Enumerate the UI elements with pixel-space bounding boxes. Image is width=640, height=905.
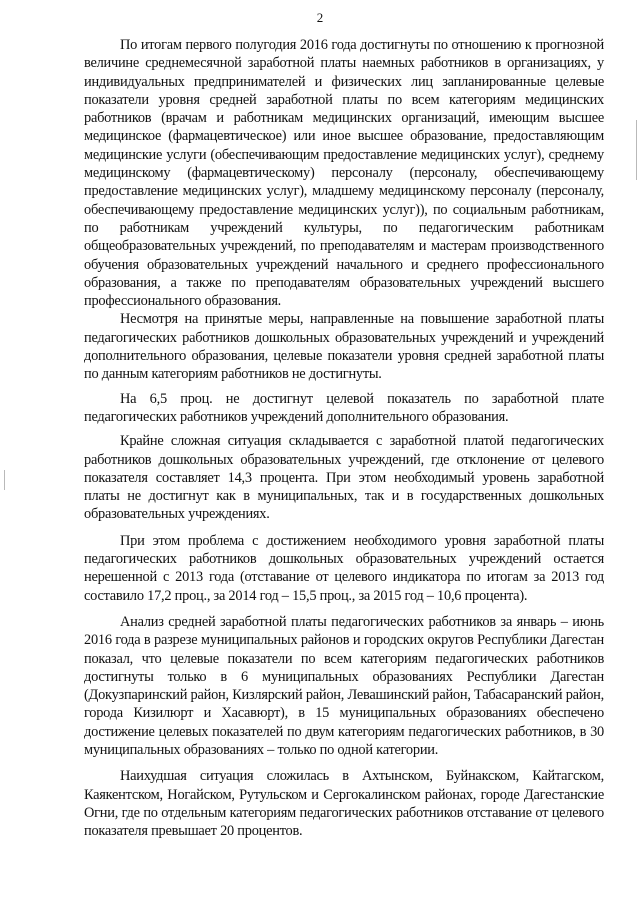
scan-margin-mark [4, 470, 5, 490]
paragraph-preschool-deviation: Крайне сложная ситуация складывается с заработной платой педагогических работников дошкольных образовательных учреждений, где отклонение от целевого показателя составляет 14,3 процента. При этом необходимый уровень заработной платы не достигнут как в муниципальных, так и в государственных дошкольных образовательных учреждениях. [84, 433, 604, 523]
scan-margin-mark [636, 120, 637, 180]
paragraph-problem-since-2013: При этом проблема с достижением необходимого уровня заработной платы педагогических работников дошкольных образовательных учреждений остается нерешенной с 2013 года (отставание от целевого индикатора по итогам за 2013 год составило 17,2 проц., за 2014 год – 15,5 проц., за 2015 год – 10,6 процента). [84, 532, 604, 604]
paragraph-municipal-analysis: Анализ средней заработной платы педагогических работников за январь – июнь 2016 года в разрезе муниципальных районов и городских округов Республики Дагестан показал, что целевые показатели по всем категориям педагогических работников достигнуты только в 6 муниципальных образованиях Республики Дагестан (Докузпаринский район, Кизлярский район, Левашинский район, Табасаранский район, города Кизилюрт и Хасавюрт), в 15 муниципальных образованиях обеспечено достижение целевых показателей по двум категориям педагогических работников, в 30 муниципальных образованиях – только по одной категории. [84, 613, 604, 758]
paragraph-targets-not-achieved: Несмотря на принятые меры, направленные на повышение заработной платы педагогических работников дошкольных образовательных учреждений и учреждений дополнительного образования, целевые показатели уровня средней заработной платы по данным категориям работников не достигнуты. [84, 311, 604, 383]
page-number: 2 [316, 10, 324, 25]
document-body [84, 36, 604, 840]
paragraph-salary-targets-achieved: По итогам первого полугодия 2016 года достигнуты по отношению к прогнозной величине среднемесячной заработной платы наемных работников в организациях, у индивидуальных предпринимателей и физических лиц запланированные целевые показатели уровня средней заработной платы по всем категориям медицинских работников (врачам и работникам медицинских организаций, имеющим высшее медицинское (фармацевтическое) или иное высшее образование, предоставляющим медицинские услуги (обеспечивающим предоставление медицинских услуг), среднему медицинскому (фармацевтическому) персоналу (персоналу, обеспечивающему предоставление медицинских услуг), младшему медицинскому персоналу (персоналу, обеспечивающему предоставление медицинских услуг)), по социальным работникам, по работникам учреждений культуры, по педагогическим работникам общеобразовательных учреждений, по преподавателям и мастерам производственного обучения образовательных учреждений начального и среднего профессионального образования, а также по преподавателям образовательных учреждений высшего профессионального образования. [84, 37, 604, 310]
paragraph-worst-districts: Наихудшая ситуация сложилась в Ахтынском, Буйнакском, Кайтагском, Каякентском, Ногайском, Рутульском и Сергокалинском районах, городе Дагестанские Огни, где по отдельным категориям педагогических работников отставание от целевого показателя превышает 20 процентов. [84, 768, 604, 840]
paragraph-additional-education: На 6,5 проц. не достигнут целевой показатель по заработной плате педагогических работников учреждений дополнительного образования. [84, 390, 604, 425]
